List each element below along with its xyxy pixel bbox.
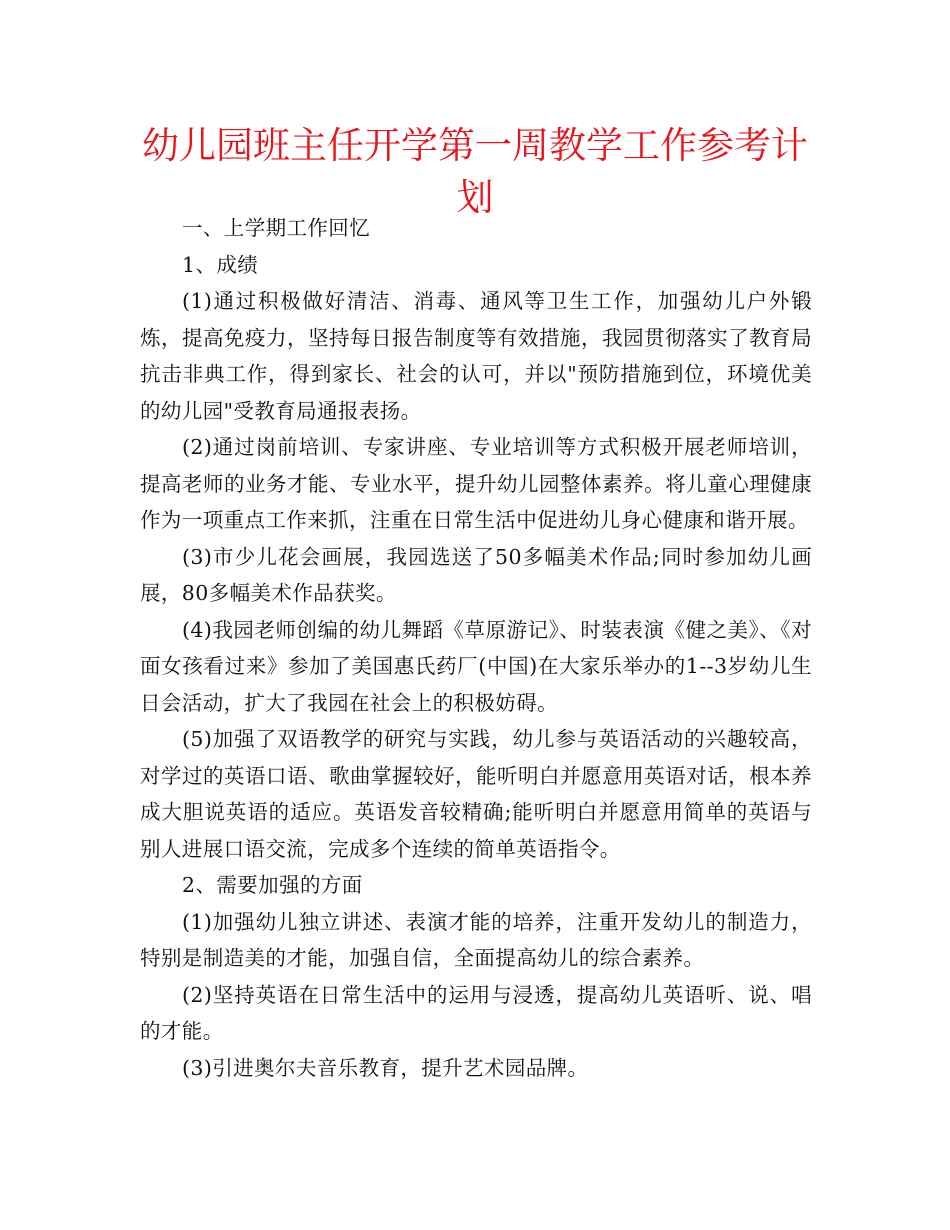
paragraph: (2)坚持英语在日常生活中的运用与浸透，提高幼儿英语听、说、唱的才能。: [140, 982, 812, 1043]
paragraph: (1)通过积极做好清洁、消毒、通风等卫生工作，加强幼儿户外锻炼，提高免疫力，坚持每日报告制度等有效措施，我园贯彻落实了教育局抗击非典工作，得到家长、社会的认可，并以"预防措施到位，环境优美的幼儿园"受教育局通报表扬。: [140, 289, 812, 423]
document-body: [140, 210, 812, 1086]
paragraph: (2)通过岗前培训、专家讲座、专业培训等方式积极开展老师培训，提高老师的业务才能、专业水平，提升幼儿园整体素养。将儿童心理健康作为一项重点工作来抓，注重在日常生活中促进幼儿身心健康和谐开展。: [140, 435, 812, 532]
paragraph: (1)加强幼儿独立讲述、表演才能的培养，注重开发幼儿的制造力，特别是制造美的才能，加强自信，全面提高幼儿的综合素养。: [140, 909, 812, 970]
paragraph: (4)我园老师创编的幼儿舞蹈《草原游记》、时装表演《健之美》、《对面女孩看过来》参加了美国惠氏药厂(中国)在大家乐举办的1--3岁幼儿生日会活动，扩大了我园在社会上的积极妨碍。: [140, 617, 812, 715]
subsection-heading: 1、成绩: [182, 252, 259, 277]
paragraph: (3)市少儿花会画展，我园选送了50多幅美术作品;同时参加幼儿画展，80多幅美术作品获奖。: [140, 544, 812, 605]
section-heading: 一、上学期工作回忆: [182, 216, 371, 240]
paragraph: (3)引进奥尔夫音乐教育，提升艺术园品牌。: [182, 1055, 589, 1080]
subsection-heading: 2、需要加强的方面: [182, 873, 363, 897]
paragraph: (5)加强了双语教学的研究与实践，幼儿参与英语活动的兴趣较高，对学过的英语口语、歌曲掌握较好，能听明白并愿意用英语对话，根本养成大胆说英语的适应。英语发音较精确;能听明白并愿意用简单的英语与别人进展口语交流，完成多个连续的简单英语指令。: [140, 727, 812, 861]
document-title: 幼儿园班主任开学第一周教学工作参考计划: [142, 124, 808, 219]
